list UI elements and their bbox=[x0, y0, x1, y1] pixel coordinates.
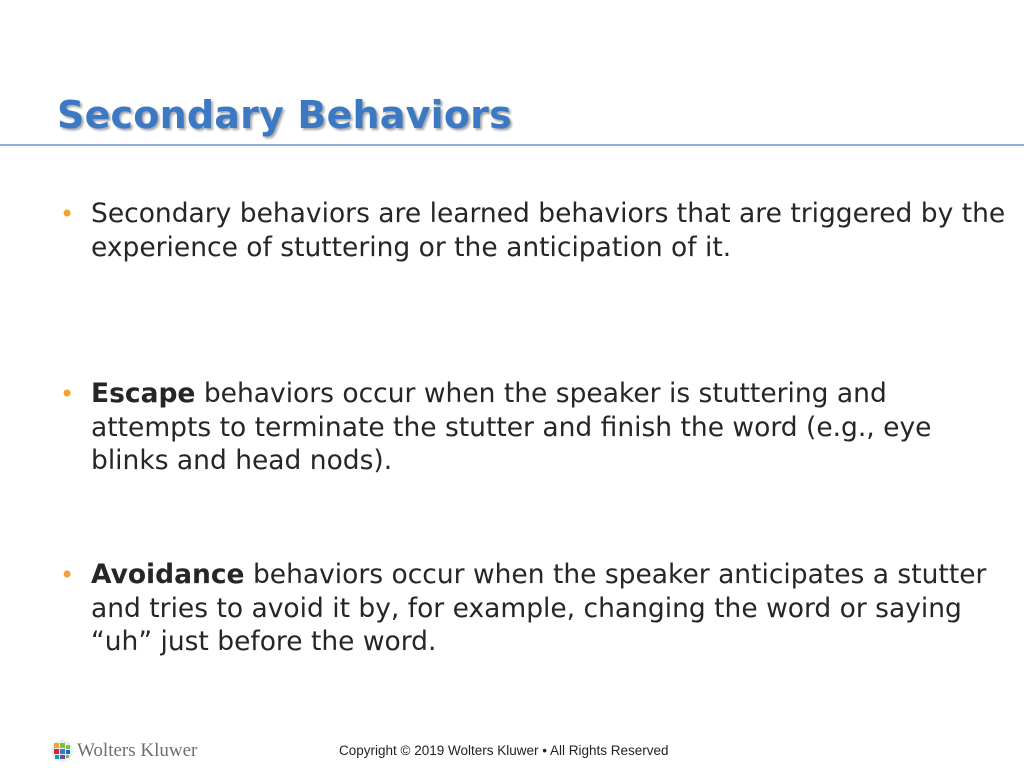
bullet-body: behaviors occur when the speaker anticipates a stutter and tries to avoid it by, for example, changing the word or saying “uh” just before the word. bbox=[91, 559, 987, 657]
bullet-lead-term: Escape bbox=[91, 378, 196, 409]
bullet-item-secondary-behaviors bbox=[60, 197, 1010, 264]
logo-wordmark: Wolters Kluwer bbox=[77, 740, 198, 761]
wolters-kluwer-logo bbox=[50, 738, 197, 764]
bullet-body: Secondary behaviors are learned behaviors that are triggered by the experience of stuttering or the anticipation of it. bbox=[91, 198, 1006, 263]
slide-title: Secondary Behaviors bbox=[57, 93, 512, 137]
bullet-body: behaviors occur when the speaker is stuttering and attempts to terminate the stutter and finish the word (e.g., eye blinks and head nods). bbox=[91, 378, 932, 476]
bullet-dot-icon: • bbox=[60, 200, 75, 228]
bullet-dot-icon: • bbox=[60, 561, 75, 589]
bullet-text bbox=[91, 197, 1010, 264]
copyright-notice: Copyright © 2019 Wolters Kluwer • All Rights Reserved bbox=[339, 743, 669, 758]
bullet-text bbox=[91, 558, 1010, 659]
bullet-dot-icon: • bbox=[60, 380, 75, 408]
title-divider bbox=[0, 144, 1024, 146]
bullet-text bbox=[91, 377, 1010, 478]
bullet-lead-term: Avoidance bbox=[91, 559, 245, 590]
bullet-item-avoidance bbox=[60, 558, 1010, 659]
bullet-item-escape bbox=[60, 377, 1010, 478]
wolters-kluwer-logo-icon bbox=[50, 739, 74, 763]
